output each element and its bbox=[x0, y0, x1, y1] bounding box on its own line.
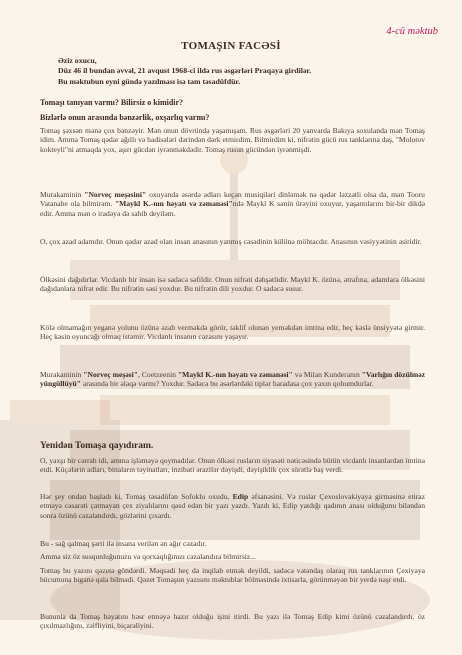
paragraph-1: Tomaş şəxsən mənə çox bənzəyir. Mən onun dövründə yaşamışam. Rus əsgərləri 20 yanvarda Bakıya soxulanda mən Tomaş idim. Amma Tomaş qədər ağıllı və hadisələri dərindən dərk etmirdim. Bilmirdim ki, nifrətin gücü rus tanklarına daş, "Molotov kokteyli"ni atmaqda yox, aşırı gücdən iyrənməkdədir. Tomaş rusun gücündən iyrənmişdi. bbox=[40, 126, 425, 154]
s2p2-text-a: Hər şey ondan başladı ki, Tomaş təsadüfən Sofoklu oxudu, bbox=[40, 492, 233, 501]
p6-title-unbearable-lightness: "Varlığın dözülməz yüngüllüyü" bbox=[40, 370, 426, 389]
p2-title-norwegian-wood: "Norveç meşəsini" bbox=[84, 190, 147, 199]
section2-paragraph-4: Amma siz öz susqunluğunuzu və qorxaqlığınızı cəzalandıra bilmirsiz... bbox=[40, 552, 256, 561]
p6-text-a: Murakaminin bbox=[40, 370, 84, 379]
question-2: Bizlərlə onun arasında bənzərlik, oxşarlıq varmı? bbox=[40, 113, 210, 122]
p2-text-a: Murakaminin bbox=[40, 190, 85, 199]
paragraph-4: Ölkəsini dağıdırlar. Vicdanlı bir insan isə sadəcə səfildir. Onun nifrəti dəhşətlidir. Maykl K. özünə, ətrafına, adamlara ölkəsini dağıdanlara nifrət edir. Bu nifrətin səsi yoxdur. Bu nifrətin dili yoxdur. O sadəcə susur. bbox=[40, 275, 425, 294]
p6-text-e: və Milan Kunderanın bbox=[292, 370, 362, 379]
p2-text-c: oxuyanda əsərdə adları keçən musiqiləri dinləmək nə qədər ləzzətli olsa da, mən Tooru Vatanabe ola bilmirəm. bbox=[40, 190, 425, 209]
paragraph-5: Kölə olmamağın yeganə yolunu özünə əzab verməkdə görür, təklif olunan yeməkdən imtina edir, heç kəslə ünsiyyətə girmir. Heç kəsin oyuncağı olmaq istəmir. Vicdanlı insanın cəzasını yaşayır. bbox=[40, 323, 425, 342]
section2-paragraph-5: Tomaş bu yazını qəzetə göndərdi. Məqsədi heç də inqilab etmək deyildi, sadəcə vətəndaş olaraq rus tanklarının Çexiyaya hücumuna biganə qala bilmədi. Qəzet Tomaşun yazısını məktublar bölməsində ixtisarla, görünməyən bir yerdə nəşr etdi. bbox=[40, 566, 425, 585]
section2-paragraph-3: Bu - sağ qalmaq şərti ilə insana verilən ən ağır cəzadır. bbox=[40, 539, 207, 548]
paragraph-2 bbox=[40, 190, 425, 218]
p6-text-c: , Coetzeenin bbox=[137, 370, 178, 379]
intro-greeting: Əziz oxucu, bbox=[58, 56, 97, 65]
section2-paragraph-1: O, yaxşı bir cərrah idi, amma işləməyə qoymadılar. Onun ölkəsi rusların siyasəti nəticəsində bütün vicdanlı insanlardan imtina etdi. Küçələrin adları, binaların təyinatları, inzibati ərazilər dəyişdi, dəyişiklik çox sürətlə baş verdi. bbox=[40, 456, 425, 475]
intro-block bbox=[58, 56, 418, 87]
letter-number-label: 4-cü məktub bbox=[386, 26, 438, 37]
question-1: Tomaşı tanıyan varmı? Bilirsiz o kimidir? bbox=[40, 98, 184, 107]
p6-title-michael-k: "Maykl K.-nın həyatı və zəmanəsi" bbox=[177, 370, 293, 379]
page-title: TOMAŞIN FACƏSİ bbox=[181, 40, 281, 52]
p6-title-norwegian-wood: "Norveç meşəsi" bbox=[83, 370, 138, 379]
p2-text-e: ndə Maykl K sənin ürəyini oxuyur, yaşantılarını bir-bir dikdə edir. Amma mən o iradəyə də sahib deyiləm. bbox=[40, 199, 425, 218]
intro-line-1: Düz 46 il bundan əvvəl, 21 avqust 1968-ci ildə rus əsgərləri Praqaya girdilər. bbox=[58, 66, 312, 76]
s2p2-text-c: əfsanəsini. Və ruslar Çexoslovakiyaya girməsinə etiraz etməyə cəsarəti çatmayan çex ziyalılarını qəsd edən bir yazı yazdı. Yazdı ki, Edip yatdığı qadının anası olduğunu biləndən sonra özünü cəzalandırdı, gözlərini çıxardı. bbox=[40, 492, 425, 520]
section-heading: Yenidən Tomaşa qayıdıram. bbox=[40, 441, 154, 451]
p2-title-michael-k: "Maykl K.-nın həyatı və zəmanəsi" bbox=[114, 199, 233, 209]
paragraph-3: O, çox azad adamdır. Onun qədər azad olan insan anasının yanmış cəsədinin külünə möhtacdır. Anasının vəsiyyətinin əsiridir. bbox=[40, 237, 422, 246]
section2-paragraph-2 bbox=[40, 492, 425, 520]
intro-line-2: Bu məktubun eyni gündə yazılması isə tam təsadüfdür. bbox=[58, 76, 241, 86]
s2p2-edip: Edip bbox=[232, 492, 249, 501]
paragraph-6 bbox=[40, 370, 425, 389]
p6-text-g: arasında bir əlaqə varmı? Yoxdur. Sadəcə bu əsərlərdəki tiplər haradasa çox yaxın qohumdurlar. bbox=[80, 379, 374, 389]
section2-paragraph-6: Bununla da Tomaş həyatını həsr etməyə hazır olduğu işini itirdi. Bu yazı ilə Tomaş Edip kimi özünü cəzalandırdı, öz çıxılmazlığını, zəifliyini, biçarəliyini. bbox=[40, 612, 425, 631]
